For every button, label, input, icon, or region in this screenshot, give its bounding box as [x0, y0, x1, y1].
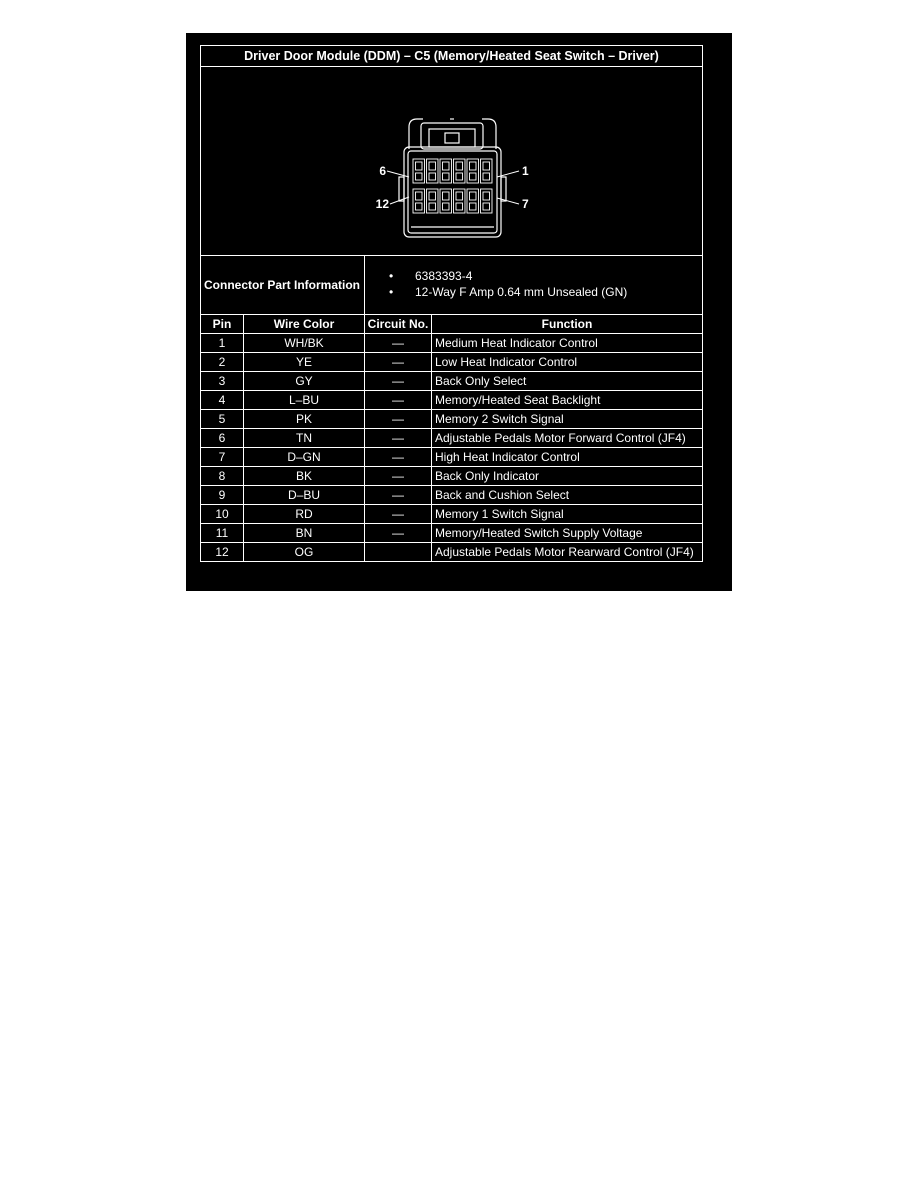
table-row: [201, 524, 703, 543]
function-cell: Memory 2 Switch Signal: [432, 410, 703, 429]
pin6-leader-line: [387, 171, 409, 177]
table-row: [201, 334, 703, 353]
pin-cavity: [413, 189, 425, 213]
pin-terminal-slot: [443, 192, 450, 200]
pin-terminal-lock: [429, 173, 436, 180]
circuit-cell: —: [365, 334, 432, 353]
wire-color-cell: OG: [244, 543, 365, 562]
pin-terminal-slot: [456, 162, 463, 170]
table-row: [201, 448, 703, 467]
header-pin: Pin: [201, 315, 244, 334]
pin-cell: 3: [201, 372, 244, 391]
wire-color-cell: BK: [244, 467, 365, 486]
connector-latch-tab: [445, 133, 459, 143]
pin-cavity: [467, 159, 479, 183]
pin-cell: 7: [201, 448, 244, 467]
circuit-cell: —: [365, 372, 432, 391]
pin6-label: 6: [379, 164, 386, 178]
pin-terminal-lock: [443, 203, 450, 210]
wire-color-cell: BN: [244, 524, 365, 543]
circuit-cell: —: [365, 467, 432, 486]
table-title: Driver Door Module (DDM) – C5 (Memory/Heated Seat Switch – Driver): [201, 46, 703, 67]
circuit-cell: —: [365, 429, 432, 448]
pin-terminal-slot: [483, 192, 490, 200]
pin-cell: 5: [201, 410, 244, 429]
connector-latch-inner: [429, 129, 475, 147]
table-row: [201, 543, 703, 562]
wire-color-cell: RD: [244, 505, 365, 524]
table-row: [201, 505, 703, 524]
pin1-leader-line: [497, 171, 519, 177]
connector-part-info-cell: [365, 256, 703, 315]
pin-terminal-lock: [470, 203, 477, 210]
function-cell: Adjustable Pedals Motor Forward Control (JF4): [432, 429, 703, 448]
pin-terminal-lock: [429, 203, 436, 210]
pin-cavity: [440, 189, 452, 213]
wire-color-cell: PK: [244, 410, 365, 429]
table-header-row: [201, 315, 703, 334]
wire-color-cell: D–GN: [244, 448, 365, 467]
table-row: [201, 372, 703, 391]
circuit-cell: —: [365, 391, 432, 410]
circuit-cell: —: [365, 410, 432, 429]
circuit-cell: —: [365, 448, 432, 467]
function-cell: Memory/Heated Seat Backlight: [432, 391, 703, 410]
table-row: [201, 353, 703, 372]
pin-terminal-lock: [470, 173, 477, 180]
pin-terminal-slot: [456, 192, 463, 200]
circuit-cell: —: [365, 486, 432, 505]
function-cell: Medium Heat Indicator Control: [432, 334, 703, 353]
pin-cavity: [413, 159, 425, 183]
table-row: [201, 429, 703, 448]
function-cell: Back and Cushion Select: [432, 486, 703, 505]
pin-terminal-slot: [470, 192, 477, 200]
table-row: [201, 467, 703, 486]
header-wire-color: Wire Color: [244, 315, 365, 334]
connector-part-info-label: Connector Part Information: [204, 278, 361, 292]
pin-cell: 2: [201, 353, 244, 372]
wire-color-cell: L–BU: [244, 391, 365, 410]
pin7-label: 7: [522, 197, 529, 211]
circuit-cell: —: [365, 505, 432, 524]
pin-cavity: [481, 189, 493, 213]
circuit-cell: —: [365, 524, 432, 543]
table-row: [201, 486, 703, 505]
wire-color-cell: TN: [244, 429, 365, 448]
wire-color-cell: YE: [244, 353, 365, 372]
pin-terminal-lock: [483, 203, 490, 210]
pin-cell: 10: [201, 505, 244, 524]
pin-terminal-slot: [429, 162, 436, 170]
pin-cavity: [440, 159, 452, 183]
function-cell: High Heat Indicator Control: [432, 448, 703, 467]
connector-table: [200, 45, 703, 562]
function-cell: Back Only Indicator: [432, 467, 703, 486]
part-number: • 6383393-4: [389, 270, 702, 282]
connector-latch: [421, 123, 483, 149]
pin-cell: 1: [201, 334, 244, 353]
pin-terminal-lock: [456, 203, 463, 210]
connector-face-illustration: [201, 67, 703, 255]
pin-cavity: [427, 159, 439, 183]
connector-part-info-label-cell: [201, 256, 365, 315]
right-lock-arm: [482, 119, 496, 149]
function-cell: Memory 1 Switch Signal: [432, 505, 703, 524]
function-cell: Adjustable Pedals Motor Rearward Control (JF4): [432, 543, 703, 562]
pin-terminal-lock: [483, 173, 490, 180]
table-row: [201, 410, 703, 429]
connector-diagram: [201, 67, 703, 256]
pin-terminal-slot: [416, 162, 423, 170]
pin12-label: 12: [375, 197, 389, 211]
pin-cell: 4: [201, 391, 244, 410]
connector-sheet: [186, 33, 732, 591]
pin-cell: 9: [201, 486, 244, 505]
wire-color-cell: WH/BK: [244, 334, 365, 353]
function-cell: Memory/Heated Switch Supply Voltage: [432, 524, 703, 543]
pin-cell: 11: [201, 524, 244, 543]
right-side-rib: [501, 177, 506, 201]
connector-part-info-list: [365, 270, 702, 298]
wire-color-cell: GY: [244, 372, 365, 391]
pin-terminal-slot: [483, 162, 490, 170]
pin-terminal-slot: [470, 162, 477, 170]
function-cell: Low Heat Indicator Control: [432, 353, 703, 372]
pin-terminal-lock: [416, 173, 423, 180]
pin-cavity: [481, 159, 493, 183]
pin-cavity: [454, 189, 466, 213]
left-side-rib: [399, 177, 404, 201]
pin-cell: 12: [201, 543, 244, 562]
function-cell: Back Only Select: [432, 372, 703, 391]
pin-terminal-lock: [443, 173, 450, 180]
pin-terminal-slot: [443, 162, 450, 170]
table-row: [201, 391, 703, 410]
wire-color-cell: D–BU: [244, 486, 365, 505]
pin-terminal-lock: [456, 173, 463, 180]
connector-description: • 12-Way F Amp 0.64 mm Unsealed (GN): [389, 286, 702, 298]
pin-cavity: [454, 159, 466, 183]
header-function: Function: [432, 315, 703, 334]
pin-terminal-slot: [429, 192, 436, 200]
pin7-leader-line: [497, 198, 519, 204]
pin-cell: 8: [201, 467, 244, 486]
circuit-cell: —: [365, 353, 432, 372]
pin-cavity: [427, 189, 439, 213]
pin-terminal-slot: [416, 192, 423, 200]
pin1-label: 1: [522, 164, 529, 178]
circuit-cell: [365, 543, 432, 562]
pin-terminal-lock: [416, 203, 423, 210]
pin-cell: 6: [201, 429, 244, 448]
header-circuit-no: Circuit No.: [365, 315, 432, 334]
pin-cavity: [467, 189, 479, 213]
